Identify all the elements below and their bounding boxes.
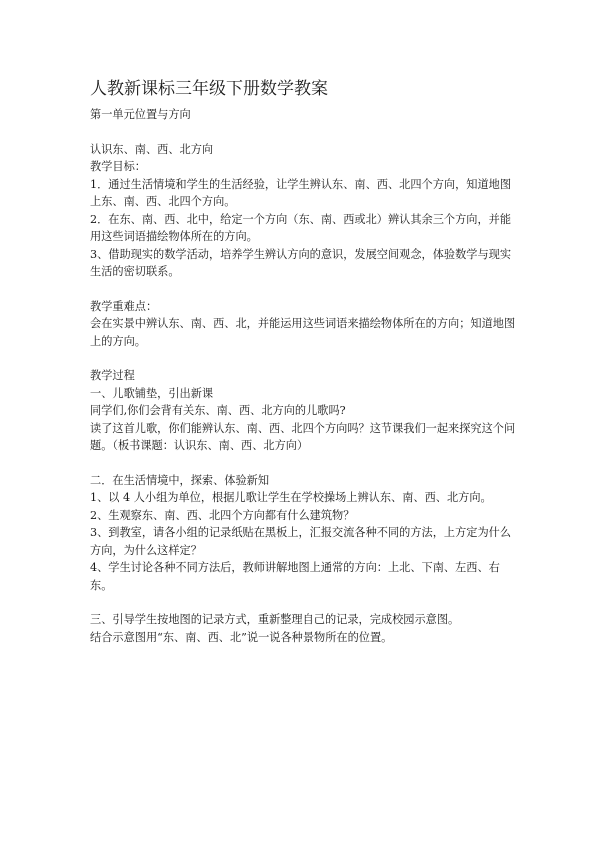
goal-item: 3、借助现实的数学活动，培养学生辨认方向的意识，发展空间观念，体验数学与现实生活的密切联系。 bbox=[90, 247, 512, 278]
part2-line: 1、以 4 人小组为单位，根据儿歌让学生在学校操场上辨认东、南、西、北方向。 bbox=[90, 491, 492, 504]
keypoints-text: 会在实景中辨认东、南、西、北，并能运用这些词语来描绘物体所在的方向；知道地图上的方向。 bbox=[90, 317, 516, 348]
part3-heading: 三、引导学生按地图的记录方式，重新整理自己的记录，完成校园示意图。 bbox=[90, 613, 460, 626]
part2-line: 4、学生讨论各种不同方法后，教师讲解地图上通常的方向：上北、下南、左西、右东。 bbox=[90, 561, 500, 592]
document-body bbox=[90, 78, 522, 646]
unit-title: 第一单元位置与方向 bbox=[90, 108, 191, 121]
goal-item: 1．通过生活情境和学生的生活经验，让学生辨认东、南、西、北四个方向，知道地图上东、南、西、北四个方向。 bbox=[90, 177, 512, 208]
goals-heading: 教学目标： bbox=[90, 160, 146, 173]
part2-line: 3、到教室，请各小组的记录纸贴在黑板上，汇报交流各种不同的方法，上方定为什么方向，为什么这样定？ bbox=[90, 526, 512, 557]
page-title: 人教新课标三年级下册数学教案 bbox=[90, 79, 328, 99]
keypoints-heading: 教学重难点： bbox=[90, 299, 158, 313]
part2-heading: 二．在生活情境中，探索、体验新知 bbox=[90, 473, 270, 487]
lesson-title: 认识东、南、西、北方向 bbox=[90, 142, 214, 156]
part1-line: 同学们,你们会背有关东、南、西、北方向的儿歌吗? bbox=[90, 404, 346, 417]
part3-line: 结合示意图用“东、南、西、北”说一说各种景物所在的位置。 bbox=[90, 630, 393, 644]
goal-item: 2．在东、南、西、北中，给定一个方向（东、南、西或北）辨认其余三个方向，并能用这些词语描绘物体所在的方向。 bbox=[90, 212, 512, 243]
part1-heading: 一、儿歌铺垫，引出新课 bbox=[90, 386, 214, 400]
part1-line: 读了这首儿歌，你们能辨认东、南、西、北四个方向吗？这节课我们一起来探究这个问题。（板书课题：认识东、南、西、北方向） bbox=[90, 421, 516, 452]
part2-line: 2、生观察东、南、西、北四个方向都有什么建筑物？ bbox=[90, 508, 355, 522]
process-heading: 教学过程 bbox=[90, 369, 135, 382]
